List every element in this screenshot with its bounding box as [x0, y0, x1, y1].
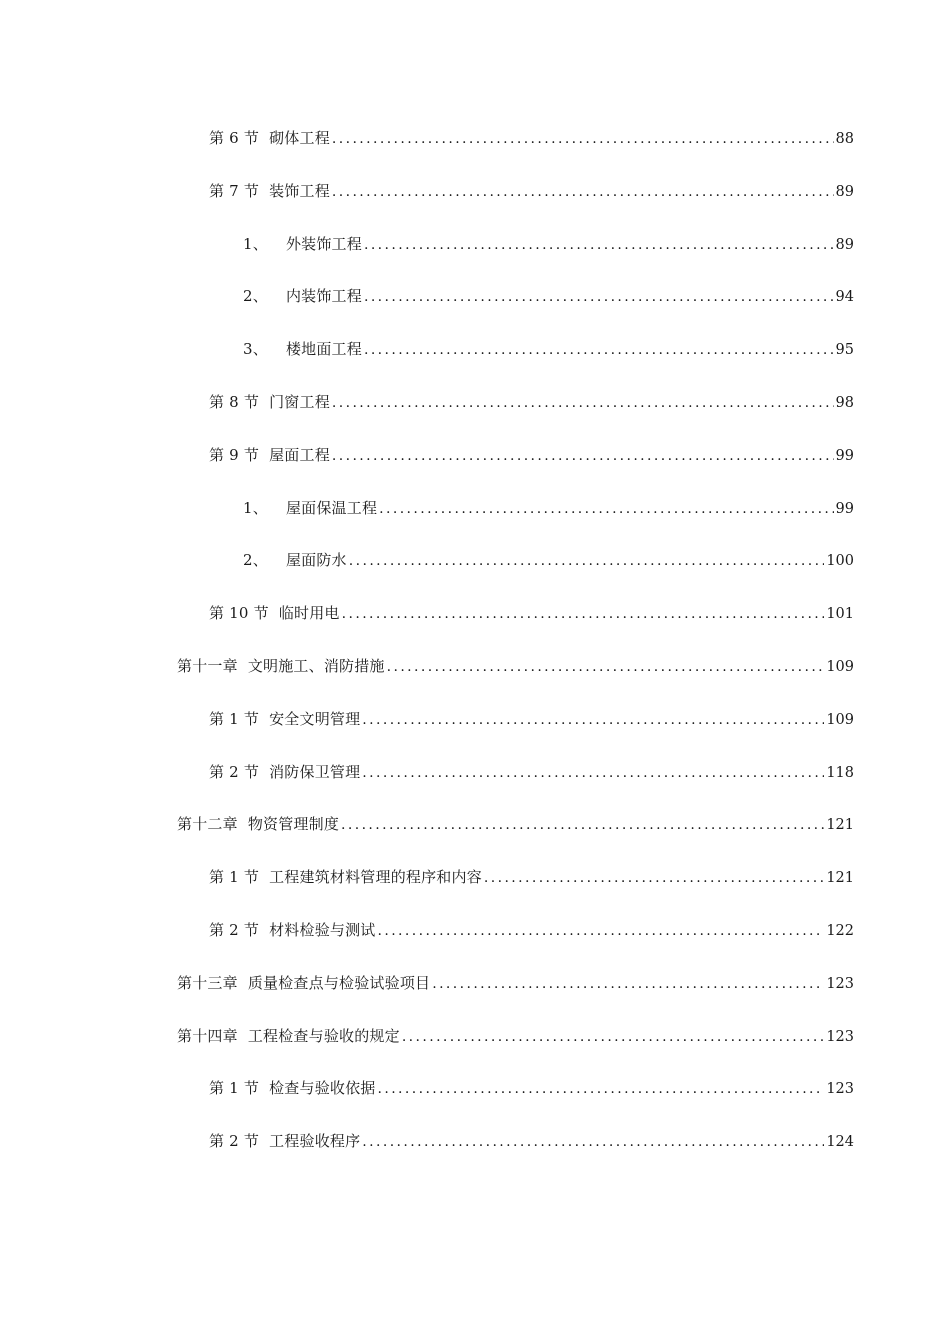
toc-entry[interactable]: [0, 547, 950, 600]
dot-leader: [378, 918, 825, 944]
dot-leader: [332, 443, 834, 469]
toc-entry-label: [209, 1075, 376, 1101]
toc-entry-title: 文明施工、消防措施: [247, 656, 385, 675]
toc-entry-title: 楼地面工程: [285, 340, 362, 359]
toc-entry-number: 第 1 节: [209, 709, 260, 728]
toc-entry[interactable]: [0, 811, 950, 864]
toc-entry-page: 123: [826, 1028, 854, 1045]
toc-entry-page: 95: [835, 342, 854, 359]
toc-entry-label: [209, 442, 330, 468]
toc-entry-label: [209, 125, 330, 151]
dot-leader: [484, 865, 824, 891]
dot-leader: [379, 496, 833, 522]
toc-entry-page: 89: [835, 183, 854, 200]
toc-entry-title: 门窗工程: [269, 392, 330, 411]
toc-entry[interactable]: [0, 864, 950, 917]
toc-entry[interactable]: [0, 125, 950, 178]
toc-entry-label: [243, 547, 347, 573]
toc-entry[interactable]: [0, 600, 950, 653]
toc-entry[interactable]: [0, 706, 950, 759]
toc-entry[interactable]: [0, 178, 950, 231]
table-of-contents: [0, 125, 950, 1181]
toc-entry-label: [243, 231, 362, 257]
dot-leader: [341, 812, 824, 838]
toc-entry-label: [209, 1128, 360, 1154]
toc-entry-title: 检查与验收依据: [269, 1079, 376, 1098]
toc-entry[interactable]: [0, 389, 950, 442]
toc-entry-title: 外装饰工程: [285, 234, 362, 253]
toc-entry-title: 工程检查与验收的规定: [247, 1026, 400, 1045]
dot-leader: [362, 760, 824, 786]
toc-entry-page: 118: [826, 764, 854, 781]
toc-entry[interactable]: [0, 442, 950, 495]
toc-entry-page: 89: [835, 236, 854, 253]
toc-entry-number: 2、: [243, 551, 268, 570]
toc-entry-label: [177, 811, 339, 837]
toc-entry-label: [177, 970, 430, 996]
toc-entry-number: 第 1 节: [209, 1079, 260, 1098]
dot-leader: [362, 707, 824, 733]
toc-entry-title: 临时用电: [278, 604, 340, 623]
toc-entry-page: 88: [835, 131, 854, 147]
toc-entry-number: 第 8 节: [209, 392, 260, 411]
toc-entry-label: [177, 653, 385, 679]
toc-entry-page: 123: [826, 975, 854, 992]
toc-entry-number: 2、: [243, 287, 268, 306]
toc-entry-label: [243, 283, 362, 309]
toc-entry-number: 第十三章: [177, 973, 238, 992]
toc-entry-label: [243, 336, 362, 362]
toc-entry-title: 质量检查点与检验试验项目: [247, 973, 431, 992]
toc-entry-label: [209, 864, 482, 890]
toc-entry-title: 安全文明管理: [269, 709, 361, 728]
toc-entry-page: 121: [826, 870, 854, 887]
toc-entry-page: 101: [826, 606, 854, 623]
toc-entry[interactable]: [0, 1128, 950, 1181]
toc-entry[interactable]: [0, 653, 950, 706]
toc-entry-label: [209, 759, 360, 785]
toc-entry-number: 第十四章: [177, 1026, 238, 1045]
toc-entry-number: 第十二章: [177, 815, 238, 834]
toc-entry-label: [209, 706, 360, 732]
toc-entry-number: 第十一章: [177, 656, 238, 675]
toc-entry[interactable]: [0, 495, 950, 548]
toc-entry-number: 第 2 节: [209, 762, 260, 781]
toc-entry-page: 99: [835, 500, 854, 517]
toc-entry-title: 砌体工程: [269, 129, 330, 147]
toc-entry[interactable]: [0, 1075, 950, 1128]
toc-entry-title: 工程建筑材料管理的程序和内容: [269, 868, 482, 887]
toc-entry-page: 124: [826, 1134, 854, 1151]
toc-entry-label: [209, 178, 330, 204]
toc-entry-number: 第 7 节: [209, 181, 260, 200]
toc-entry-number: 1、: [243, 234, 268, 253]
dot-leader: [364, 284, 834, 310]
dot-leader: [402, 1024, 824, 1050]
toc-entry-number: 第 10 节: [209, 604, 269, 623]
toc-entry-number: 第 2 节: [209, 1132, 260, 1151]
toc-entry-page: 123: [826, 1081, 854, 1098]
toc-entry[interactable]: [0, 283, 950, 336]
toc-entry-number: 第 1 节: [209, 868, 260, 887]
toc-entry-title: 屋面防水: [285, 551, 347, 570]
toc-entry-label: [209, 389, 330, 415]
toc-entry-title: 材料检验与测试: [269, 920, 376, 939]
toc-entry-page: 122: [826, 922, 854, 939]
toc-entry-label: [209, 600, 340, 626]
toc-entry-title: 工程验收程序: [269, 1132, 361, 1151]
toc-entry-page: 94: [835, 289, 854, 306]
dot-leader: [364, 232, 834, 258]
toc-entry-page: 98: [835, 394, 854, 411]
toc-entry-page: 121: [826, 817, 854, 834]
dot-leader: [387, 654, 825, 680]
dot-leader: [349, 548, 825, 574]
dot-leader: [378, 1076, 825, 1102]
toc-entry-number: 第 6 节: [209, 129, 260, 147]
toc-entry-number: 第 9 节: [209, 445, 260, 464]
toc-entry-number: 1、: [243, 498, 268, 517]
toc-entry-page: 99: [835, 447, 854, 464]
toc-entry[interactable]: [0, 970, 950, 1023]
toc-entry-page: 109: [826, 711, 854, 728]
toc-entry-title: 内装饰工程: [285, 287, 362, 306]
toc-entry-title: 屋面保温工程: [285, 498, 378, 517]
toc-entry-title: 物资管理制度: [247, 815, 340, 834]
dot-leader: [332, 126, 834, 152]
toc-entry[interactable]: [0, 917, 950, 970]
toc-entry-number: 第 2 节: [209, 920, 260, 939]
dot-leader: [362, 1129, 824, 1155]
toc-entry-number: 3、: [243, 340, 268, 359]
dot-leader: [342, 601, 825, 627]
toc-entry-label: [243, 495, 377, 521]
toc-entry[interactable]: [0, 231, 950, 284]
dot-leader: [332, 390, 834, 416]
toc-entry[interactable]: [0, 1023, 950, 1076]
dot-leader: [432, 971, 824, 997]
dot-leader: [332, 179, 834, 205]
toc-entry-label: [209, 917, 376, 943]
toc-entry-title: 消防保卫管理: [269, 762, 361, 781]
toc-entry-title: 屋面工程: [269, 445, 330, 464]
dot-leader: [364, 337, 834, 363]
toc-entry-title: 装饰工程: [269, 181, 330, 200]
toc-entry[interactable]: [0, 336, 950, 389]
toc-entry-page: 109: [826, 658, 854, 675]
toc-entry-label: [177, 1023, 400, 1049]
toc-entry[interactable]: [0, 759, 950, 812]
toc-entry-page: 100: [826, 553, 854, 570]
